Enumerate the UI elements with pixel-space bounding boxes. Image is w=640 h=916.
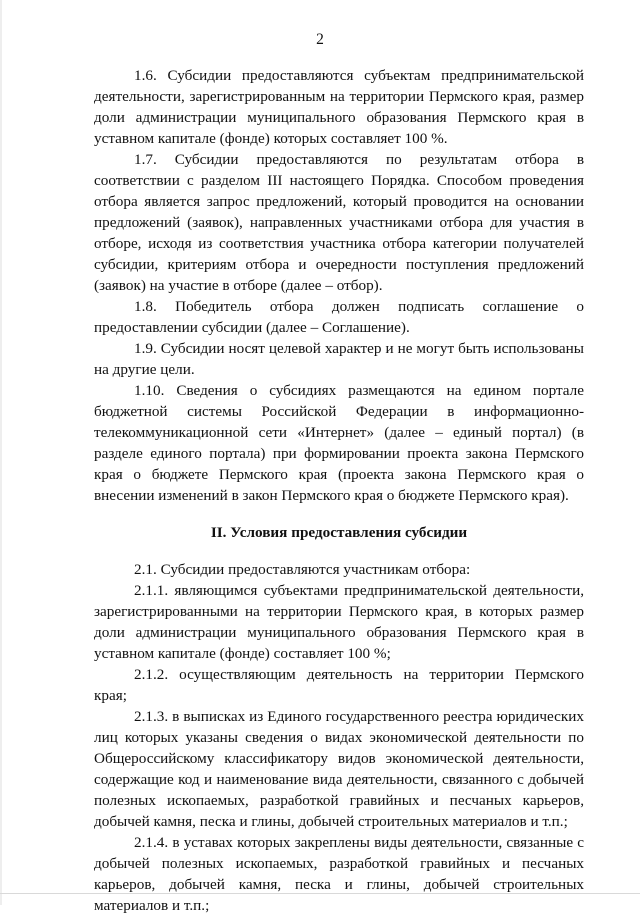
section-2-heading: II. Условия предоставления субсидии (210, 524, 468, 541)
paragraph-2-1-4: 2.1.4. в уставах которых закреплены виды деятельности, связанные с добычей полезных ископаемых, разработкой гравийных и песчаных карьеров, добычей камня, песка и глины, добычей строительных материалов и т.п.; (94, 834, 584, 914)
paragraph-2-1-1: 2.1.1. являющимся субъектами предпринимательской деятельности, зарегистрированными на территории Пермского края, в которых размер доли администрации муниципального образования Пермского края в уставном капитале (фонде) составляет 100 %; (94, 582, 584, 662)
paragraph-2-1-2: 2.1.2. осуществляющим деятельность на территории Пермского края; (94, 666, 584, 704)
paragraph-2-1: 2.1. Субсидии предоставляются участникам отбора: (134, 561, 471, 578)
paragraph-1-8: 1.8. Победитель отбора должен подписать соглашение о предоставлении субсидии (далее – Соглашение). (94, 298, 584, 336)
paragraph-1-7: 1.7. Субсидии предоставляются по результатам отбора в соответствии с разделом III настоящего Порядка. Способом проведения отбора является запрос предложений, который проводится на основании предложений (заявок), направленных участниками отбора для участия в отборе, исходя из соответствия участника отбора категории получателей субсидии, критериям отбора и очередности поступления предложений (заявок) на участие в отборе (далее – отбор). (94, 151, 584, 294)
page-bottom-rule (0, 893, 640, 894)
paragraph-1-9: 1.9. Субсидии носят целевой характер и не могут быть использованы на другие цели. (94, 340, 584, 378)
paragraph-2-1-3: 2.1.3. в выписках из Единого государственного реестра юридических лиц которых указаны сведения о видах экономической деятельности по Общероссийскому классификатору видов экономической деятельности, содержащие код и наименование вида деятельности, связанного с добычей полезных ископаемых, разработкой гравийных и песчаных карьеров, добычей камня, песка и глины, добычей строительных материалов и т.п.; (94, 708, 584, 830)
paragraph-1-10: 1.10. Сведения о субсидиях размещаются на едином портале бюджетной системы Российской Федерации в информационно-телекоммуникационной сети «Интернет» (далее – единый портал) (в разделе единого портала) при формировании проекта закона Пермского края о бюджете Пермского края (проекта закона Пермского края о внесении изменений в закон Пермского края о бюджете Пермского края). (94, 382, 584, 504)
page-number: 2 (316, 31, 324, 48)
document-body (94, 65, 584, 916)
page-left-edge (0, 0, 2, 905)
paragraph-1-6: 1.6. Субсидии предоставляются субъектам предпринимательской деятельности, зарегистрированным на территории Пермского края, размер доли администрации муниципального образования Пермского края в уставном капитале (фонде) которых составляет 100 %. (94, 67, 584, 147)
